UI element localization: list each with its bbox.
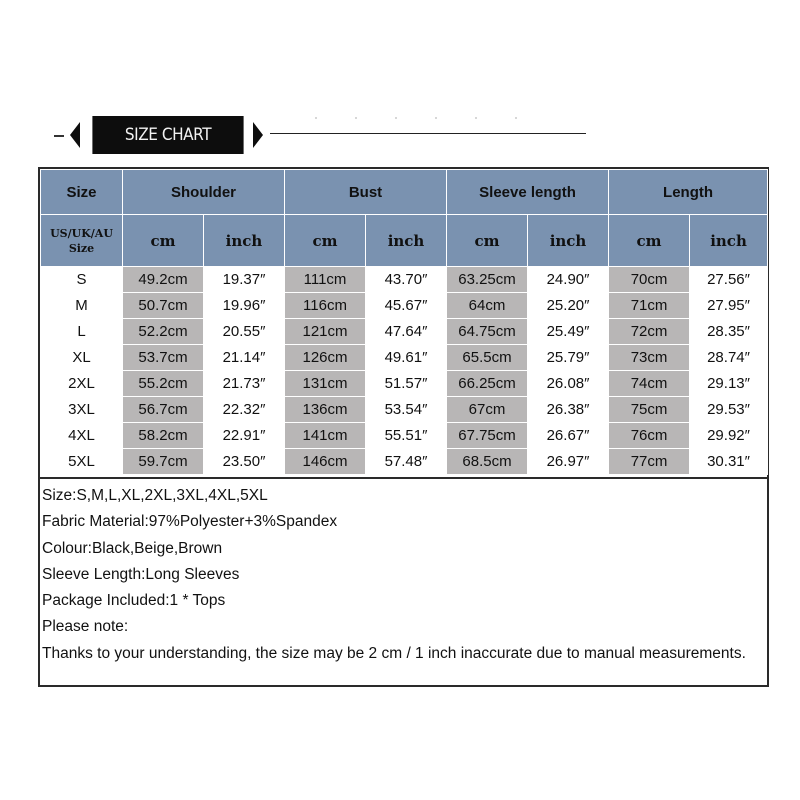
inch-value-cell: 20.55″ (204, 319, 285, 345)
table-row (41, 345, 768, 371)
size-cell: 3XL (41, 397, 123, 423)
cm-value-cell: 59.7cm (123, 449, 204, 475)
unit-cm: cm (285, 215, 366, 267)
inch-value-cell: 26.67″ (528, 423, 609, 449)
inch-value-cell: 22.91″ (204, 423, 285, 449)
table-row (41, 449, 768, 475)
inch-value-cell: 27.56″ (690, 267, 768, 293)
inch-value-cell: 25.79″ (528, 345, 609, 371)
header-bust: Bust (285, 170, 447, 215)
cm-value-cell: 121cm (285, 319, 366, 345)
size-chart-frame (38, 167, 769, 687)
inch-value-cell: 25.49″ (528, 319, 609, 345)
inch-value-cell: 27.95″ (690, 293, 768, 319)
size-cell: S (41, 267, 123, 293)
inch-value-cell: 24.90″ (528, 267, 609, 293)
cm-value-cell: 56.7cm (123, 397, 204, 423)
size-region-label: US/UK/AU (50, 226, 113, 240)
inch-value-cell: 29.53″ (690, 397, 768, 423)
inch-value-cell: 25.20″ (528, 293, 609, 319)
header-size-region (41, 215, 123, 267)
size-cell: XL (41, 345, 123, 371)
inch-value-cell: 30.31″ (690, 449, 768, 475)
banner-dash (54, 135, 64, 137)
unit-cm: cm (447, 215, 528, 267)
table-row (41, 293, 768, 319)
cm-value-cell: 67.75cm (447, 423, 528, 449)
inch-value-cell: 19.37″ (204, 267, 285, 293)
cm-value-cell: 55.2cm (123, 371, 204, 397)
cm-value-cell: 126cm (285, 345, 366, 371)
inch-value-cell: 28.35″ (690, 319, 768, 345)
info-colour: Colour:Black,Beige,Brown (42, 539, 223, 557)
cm-value-cell: 77cm (609, 449, 690, 475)
size-cell: 5XL (41, 449, 123, 475)
size-chart-banner (0, 0, 800, 170)
cm-value-cell: 116cm (285, 293, 366, 319)
cm-value-cell: 73cm (609, 345, 690, 371)
cm-value-cell: 71cm (609, 293, 690, 319)
inch-value-cell: 29.13″ (690, 371, 768, 397)
table-unit-row (41, 215, 768, 267)
size-cell: 4XL (41, 423, 123, 449)
cm-value-cell: 65.5cm (447, 345, 528, 371)
inch-value-cell: 26.38″ (528, 397, 609, 423)
info-package: Package Included:1 * Tops (42, 592, 226, 610)
cm-value-cell: 76cm (609, 423, 690, 449)
inch-value-cell: 49.61″ (366, 345, 447, 371)
cm-value-cell: 67cm (447, 397, 528, 423)
inch-value-cell: 53.54″ (366, 397, 447, 423)
cm-value-cell: 146cm (285, 449, 366, 475)
cm-value-cell: 52.2cm (123, 319, 204, 345)
inch-value-cell: 43.70″ (366, 267, 447, 293)
inch-value-cell: 19.96″ (204, 293, 285, 319)
cm-value-cell: 136cm (285, 397, 366, 423)
inch-value-cell: 28.74″ (690, 345, 768, 371)
cm-value-cell: 131cm (285, 371, 366, 397)
unit-cm: cm (123, 215, 204, 267)
unit-inch: inch (366, 215, 447, 267)
cm-value-cell: 111cm (285, 267, 366, 293)
inch-value-cell: 29.92″ (690, 423, 768, 449)
cm-value-cell: 68.5cm (447, 449, 528, 475)
size-cell: L (41, 319, 123, 345)
table-row (41, 319, 768, 345)
unit-cm: cm (609, 215, 690, 267)
cm-value-cell: 58.2cm (123, 423, 204, 449)
table-row (41, 423, 768, 449)
inch-value-cell: 21.73″ (204, 371, 285, 397)
unit-inch: inch (528, 215, 609, 267)
cm-value-cell: 141cm (285, 423, 366, 449)
header-shoulder: Shoulder (123, 170, 285, 215)
inch-value-cell: 22.32″ (204, 397, 285, 423)
unit-inch: inch (690, 215, 768, 267)
size-region-sub: Size (68, 241, 95, 255)
inch-value-cell: 26.97″ (528, 449, 609, 475)
banner-right-ornament-icon (253, 122, 263, 148)
cm-value-cell: 74cm (609, 371, 690, 397)
banner-dots (280, 112, 580, 122)
header-length: Length (609, 170, 768, 215)
inch-value-cell: 55.51″ (366, 423, 447, 449)
info-sleeve: Sleeve Length:Long Sleeves (42, 565, 240, 583)
inch-value-cell: 21.14″ (204, 345, 285, 371)
banner-rule (270, 133, 586, 134)
cm-value-cell: 49.2cm (123, 267, 204, 293)
cm-value-cell: 70cm (609, 267, 690, 293)
header-size: Size (41, 170, 123, 215)
table-row (41, 397, 768, 423)
size-cell: 2XL (41, 371, 123, 397)
cm-value-cell: 64.75cm (447, 319, 528, 345)
inch-value-cell: 57.48″ (366, 449, 447, 475)
cm-value-cell: 66.25cm (447, 371, 528, 397)
info-note-title: Please note: (42, 618, 129, 636)
table-row (41, 371, 768, 397)
cm-value-cell: 75cm (609, 397, 690, 423)
size-table (40, 169, 768, 475)
info-sizes: Size:S,M,L,XL,2XL,3XL,4XL,5XL (42, 487, 268, 504)
banner-left-ornament-icon (70, 122, 80, 148)
table-header-row (41, 170, 768, 215)
cm-value-cell: 50.7cm (123, 293, 204, 319)
info-fabric: Fabric Material:97%Polyester+3%Spandex (42, 513, 338, 531)
cm-value-cell: 53.7cm (123, 345, 204, 371)
inch-value-cell: 23.50″ (204, 449, 285, 475)
size-cell: M (41, 293, 123, 319)
info-note-text: Thanks to your understanding, the size may be 2 cm / 1 inch inaccurate due to manual measurements. (42, 644, 746, 662)
cm-value-cell: 63.25cm (447, 267, 528, 293)
table-body (41, 267, 768, 475)
inch-value-cell: 51.57″ (366, 371, 447, 397)
inch-value-cell: 45.67″ (366, 293, 447, 319)
inch-value-cell: 47.64″ (366, 319, 447, 345)
table-row (41, 267, 768, 293)
product-info (40, 477, 767, 685)
unit-inch: inch (204, 215, 285, 267)
header-sleeve-length: Sleeve length (447, 170, 609, 215)
banner-title: SIZE CHART (92, 116, 243, 154)
cm-value-cell: 72cm (609, 319, 690, 345)
cm-value-cell: 64cm (447, 293, 528, 319)
inch-value-cell: 26.08″ (528, 371, 609, 397)
